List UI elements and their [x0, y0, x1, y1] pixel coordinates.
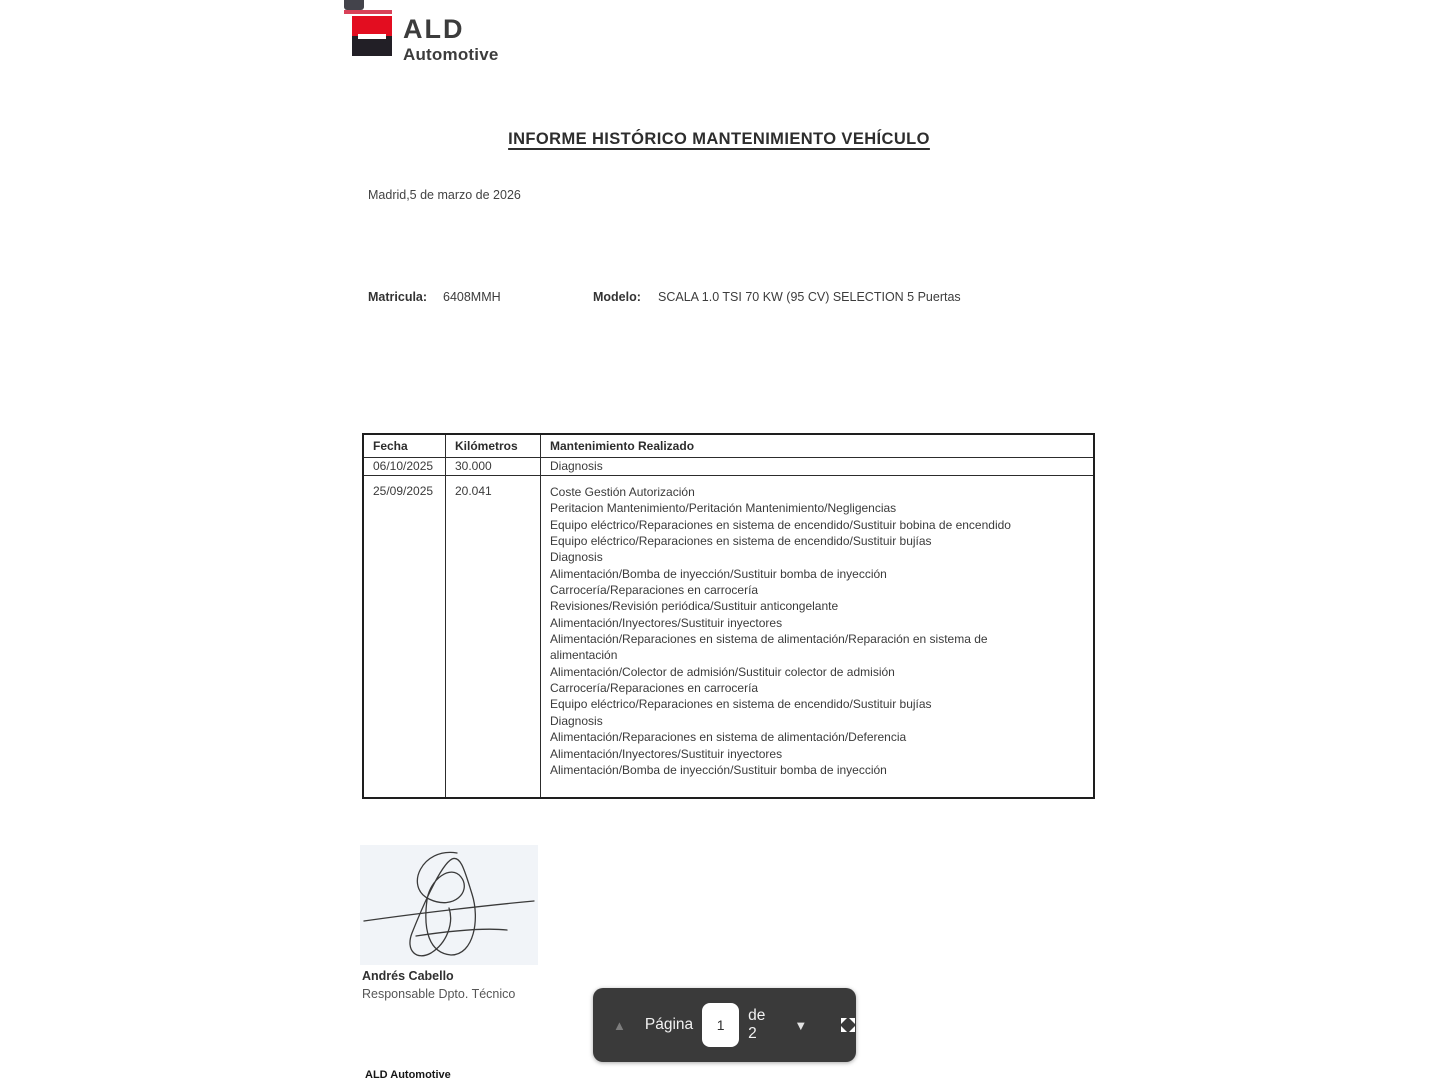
- maintenance-item: Peritacion Mantenimiento/Peritación Mantenimiento/Negligencias: [550, 501, 897, 516]
- signer-role: Responsable Dpto. Técnico: [362, 987, 516, 1001]
- footer-brand-text: ALD Automotive: [365, 1069, 451, 1080]
- document-dateline: Madrid,5 de marzo de 2026: [368, 188, 521, 202]
- maintenance-item: Equipo eléctrico/Reparaciones en sistema de encendido/Sustituir bobina de encendido: [550, 517, 1011, 532]
- maintenance-table: [362, 433, 1095, 799]
- maintenance-item: Alimentación/Reparaciones en sistema de alimentación/Reparación en sistema de alimentación: [550, 632, 988, 663]
- document-title: INFORME HISTÓRICO MANTENIMIENTO VEHÍCULO: [508, 130, 930, 148]
- maintenance-item: Diagnosis: [550, 550, 603, 565]
- ald-logo-icon: [352, 16, 392, 56]
- page-number-input[interactable]: [702, 1003, 739, 1047]
- logo-brand-text: ALD: [403, 14, 465, 44]
- table-row: [364, 476, 1093, 797]
- header-fecha: Fecha: [373, 439, 408, 453]
- maintenance-item: Coste Gestión Autorización: [550, 485, 695, 499]
- header-kilometros: Kilómetros: [445, 435, 540, 457]
- signature-image: [360, 845, 538, 965]
- logo-subbrand-text: Automotive: [403, 45, 499, 64]
- maintenance-item: Carrocería/Reparaciones en carrocería: [550, 681, 759, 696]
- previous-page-artifact: [344, 0, 364, 10]
- header-mantenimiento: Mantenimiento Realizado: [540, 435, 1093, 457]
- page-label: Página: [644, 1016, 694, 1033]
- pagination-bar: [593, 988, 856, 1062]
- maintenance-item: Equipo eléctrico/Reparaciones en sistema de encendido/Sustituir bujías: [550, 697, 932, 712]
- previous-page-artifact-red-line: [344, 10, 392, 14]
- maintenance-item: Alimentación/Reparaciones en sistema de alimentación/Deferencia: [550, 730, 907, 745]
- maintenance-item: Alimentación/Inyectores/Sustituir inyectores: [550, 746, 783, 761]
- signature-scribble: [360, 845, 538, 965]
- table-row: [364, 458, 1093, 476]
- next-page-button[interactable]: ▼: [794, 1017, 808, 1033]
- cell-mantenimiento: Diagnosis: [540, 458, 1093, 475]
- cell-kilometros: 30.000: [445, 458, 540, 475]
- maintenance-item: Alimentación/Inyectores/Sustituir inyectores: [550, 615, 783, 630]
- modelo-label: Modelo:: [593, 290, 641, 304]
- maintenance-item: Alimentación/Colector de admisión/Sustituir colector de admisión: [550, 664, 895, 679]
- cell-fecha: 06/10/2025: [373, 459, 434, 473]
- matricula-value: 6408MMH: [443, 290, 501, 304]
- modelo-value: SCALA 1.0 TSI 70 KW (95 CV) SELECTION 5 Puertas: [658, 290, 961, 304]
- page-total-label: de 2: [748, 1007, 766, 1042]
- maintenance-item: Diagnosis: [550, 713, 603, 728]
- maintenance-item: Alimentación/Bomba de inyección/Sustituir bomba de inyección: [550, 762, 887, 777]
- fullscreen-expand-icon[interactable]: [839, 1016, 857, 1034]
- maintenance-item: Equipo eléctrico/Reparaciones en sistema de encendido/Sustituir bujías: [550, 534, 932, 549]
- cell-fecha: 25/09/2025: [373, 484, 434, 498]
- maintenance-item: Revisiones/Revisión periódica/Sustituir anticongelante: [550, 599, 839, 614]
- cell-mantenimiento-list: [540, 476, 1093, 797]
- maintenance-item: Alimentación/Bomba de inyección/Sustituir bomba de inyección: [550, 566, 887, 581]
- signer-name: Andrés Cabello: [362, 969, 454, 983]
- table-header-row: [364, 435, 1093, 458]
- matricula-label: Matricula:: [368, 290, 428, 304]
- maintenance-item: Carrocería/Reparaciones en carrocería: [550, 583, 759, 598]
- previous-page-button[interactable]: ▲: [613, 1017, 626, 1033]
- cell-kilometros: 20.041: [445, 476, 540, 797]
- ald-logo: [352, 16, 499, 63]
